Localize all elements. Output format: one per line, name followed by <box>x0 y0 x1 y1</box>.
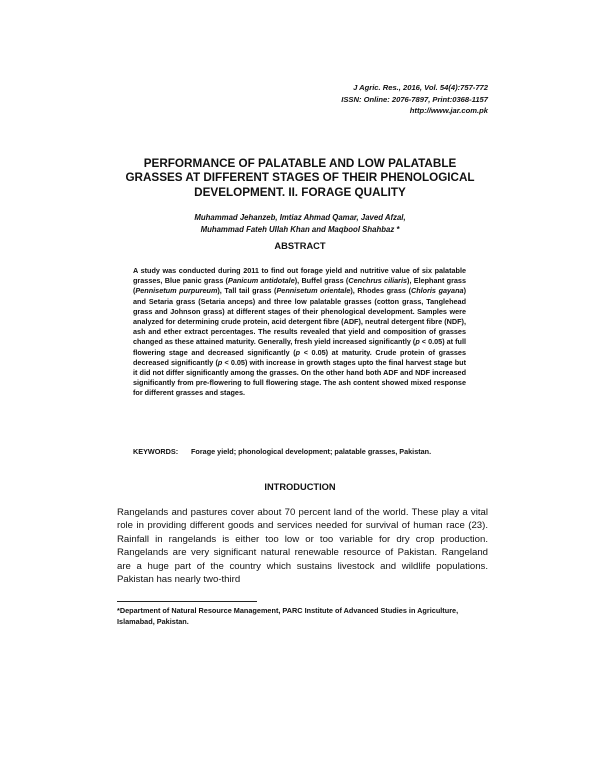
authors-line-2: Muhammad Fateh Ullah Khan and Maqbool Shahbaz * <box>200 224 400 234</box>
p-value-symbol: p <box>217 357 223 367</box>
footnote-divider <box>117 601 257 602</box>
species-name: Chloris gayana <box>410 286 464 296</box>
abstract-text-part: < 0.05) at maturity. Crude protein of grasses decreased significantly ( <box>133 347 466 367</box>
species-name: Pennisetum orientale <box>276 286 351 296</box>
abstract-text <box>133 266 466 399</box>
p-value-symbol: p <box>295 347 301 357</box>
introduction-text: Rangelands and pastures cover about 70 percent land of the world. These play a vital role in providing different goods and services needed for survival of human race (23). Rainfall in rangelands is either too low or too variable for dry crop production. Rangelands are very significant natural renewable resource of Pakistan. Rangeland are a huge part of the country which sustains livestock and wildlife populations. Pakistan has nearly two-third <box>117 507 488 586</box>
introduction-heading: INTRODUCTION <box>264 482 336 492</box>
paper-title: PERFORMANCE OF PALATABLE AND LOW PALATABLE GRASSES AT DIFFERENT STAGES OF THEIR PHENOLOGICAL DEVELOPMENT. II. FORAGE QUALITY <box>125 157 475 199</box>
author-list <box>120 212 480 236</box>
abstract-text-part: < 0.05) with increase in growth stages upto the final harvest stage but it did not differ significantly among the grasses. On the other hand both ADF and NDF increased significantly from pre-flowering to full flowering stage. The ash content showed mixed response for different grasses and stages. <box>133 357 466 398</box>
keywords-label: KEYWORDS: <box>133 447 179 456</box>
journal-issn: ISSN: Online: 2076-7897, Print:0368-1157 <box>341 94 488 104</box>
keywords <box>133 447 466 457</box>
journal-citation: J Agric. Res., 2016, Vol. 54(4):757-772 <box>353 83 488 92</box>
abstract-text-part: ), Tall tail grass ( <box>217 286 277 296</box>
species-name: Cenchrus ciliaris <box>348 276 408 286</box>
abstract-text-part: ), Buffel grass ( <box>294 276 349 286</box>
p-value-symbol: p <box>415 337 420 347</box>
abstract-text-part: < 0.05) at full flowering stage and decreased significantly ( <box>133 337 466 357</box>
abstract-text-part: ) and Setaria grass (Setaria anceps) and three low palatable grasses (cotton grass, Tanglehead grass and Johnson grass) at different stages of their phenological development. Samples were analyzed for determining crude protein, acid detergent fibre (ADF), neutral detergent fibre (NDF), ash and ether extract percentages. The results revealed that yield and composition of grasses changed as these attained maturity. Generally, fresh yield increased significantly ( <box>133 286 466 347</box>
journal-header <box>341 82 488 117</box>
affiliation-footnote: *Department of Natural Resource Management, PARC Institute of Advanced Studies in Agriculture, Islamabad, Pakistan. <box>117 606 459 627</box>
keywords-text: Forage yield; phonological development; palatable grasses, Pakistan. <box>191 447 432 456</box>
journal-url[interactable]: http://www.jar.com.pk <box>409 106 488 115</box>
abstract-text-part: ), Rhodes grass ( <box>350 286 411 296</box>
abstract-text-part: A study was conducted during 2011 to find out forage yield and nutritive value of six palatable grasses, Blue panic grass ( <box>133 266 466 286</box>
abstract-heading: ABSTRACT <box>274 241 326 251</box>
species-name: Panicum antidotale <box>227 276 295 286</box>
authors-line-1: Muhammad Jehanzeb, Imtiaz Ahmad Qamar, Javed Afzal, <box>194 213 406 222</box>
species-name: Pennisetum purpureum <box>135 286 218 296</box>
abstract-text-part: ), Elephant grass ( <box>133 276 466 296</box>
